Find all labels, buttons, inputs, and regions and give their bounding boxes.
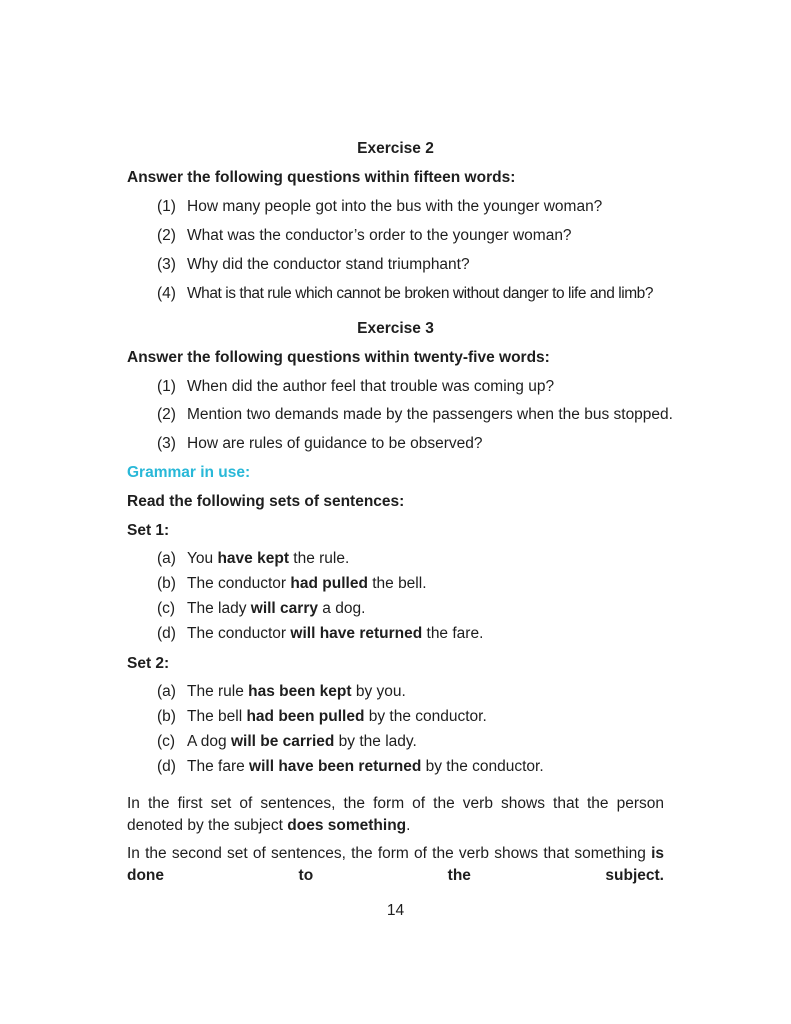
exercise-2-instruction: Answer the following questions within fifteen words:: [127, 169, 516, 186]
sentence-text: A dog will be carried by the lady.: [187, 733, 417, 750]
question-text: How many people got into the bus with the younger woman?: [187, 198, 603, 215]
grammar-instruction: Read the following sets of sentences:: [127, 493, 405, 510]
sentence-text: The conductor will have returned the fare.: [187, 625, 484, 642]
sentence-text: The fare will have been returned by the conductor.: [187, 758, 544, 775]
sentence-text: The bell had been pulled by the conductor.: [187, 708, 487, 725]
page-number: 14: [386, 902, 405, 919]
exercise-2-title: Exercise 2: [357, 140, 434, 157]
question-number: (1): [157, 198, 176, 215]
question-number: (1): [157, 378, 176, 395]
sentence-letter: (b): [157, 708, 176, 725]
set-2-label: Set 2:: [127, 655, 170, 672]
question-number: (2): [157, 227, 176, 244]
question-text: How are rules of guidance to be observed?: [187, 435, 483, 452]
question-text: What was the conductor’s order to the younger woman?: [187, 227, 572, 244]
question-text: When did the author feel that trouble was coming up?: [187, 378, 555, 395]
sentence-text: You have kept the rule.: [187, 550, 350, 567]
question-number: (3): [157, 435, 176, 452]
question-text: Why did the conductor stand triumphant?: [187, 256, 470, 273]
sentence-letter: (d): [157, 625, 176, 642]
sentence-text: The lady will carry a dog.: [187, 600, 366, 617]
exercise-3-title: Exercise 3: [357, 320, 434, 337]
grammar-heading: Grammar in use:: [127, 464, 251, 481]
exercise-3-instruction: Answer the following questions within twenty-five words:: [127, 349, 550, 366]
sentence-letter: (b): [157, 575, 176, 592]
sentence-text: The conductor had pulled the bell.: [187, 575, 427, 592]
question-number: (3): [157, 256, 176, 273]
question-number: (2): [157, 406, 176, 423]
question-number: (4): [157, 285, 176, 302]
sentence-letter: (c): [157, 600, 176, 617]
question-text: Mention two demands made by the passengers when the bus stopped.: [187, 406, 673, 423]
question-text: What is that rule which cannot be broken without danger to life and limb?: [187, 285, 654, 302]
explanation-paragraph-2: In the second set of sentences, the form of the verb shows that something is done to the subject.: [127, 845, 664, 884]
explanation-paragraph-1: In the first set of sentences, the form of the verb shows that the person denoted by the subject does something.: [127, 795, 664, 834]
sentence-letter: (a): [157, 550, 176, 567]
sentence-letter: (d): [157, 758, 176, 775]
sentence-letter: (c): [157, 733, 176, 750]
sentence-letter: (a): [157, 683, 176, 700]
sentence-text: The rule has been kept by you.: [187, 683, 406, 700]
set-1-label: Set 1:: [127, 522, 170, 539]
